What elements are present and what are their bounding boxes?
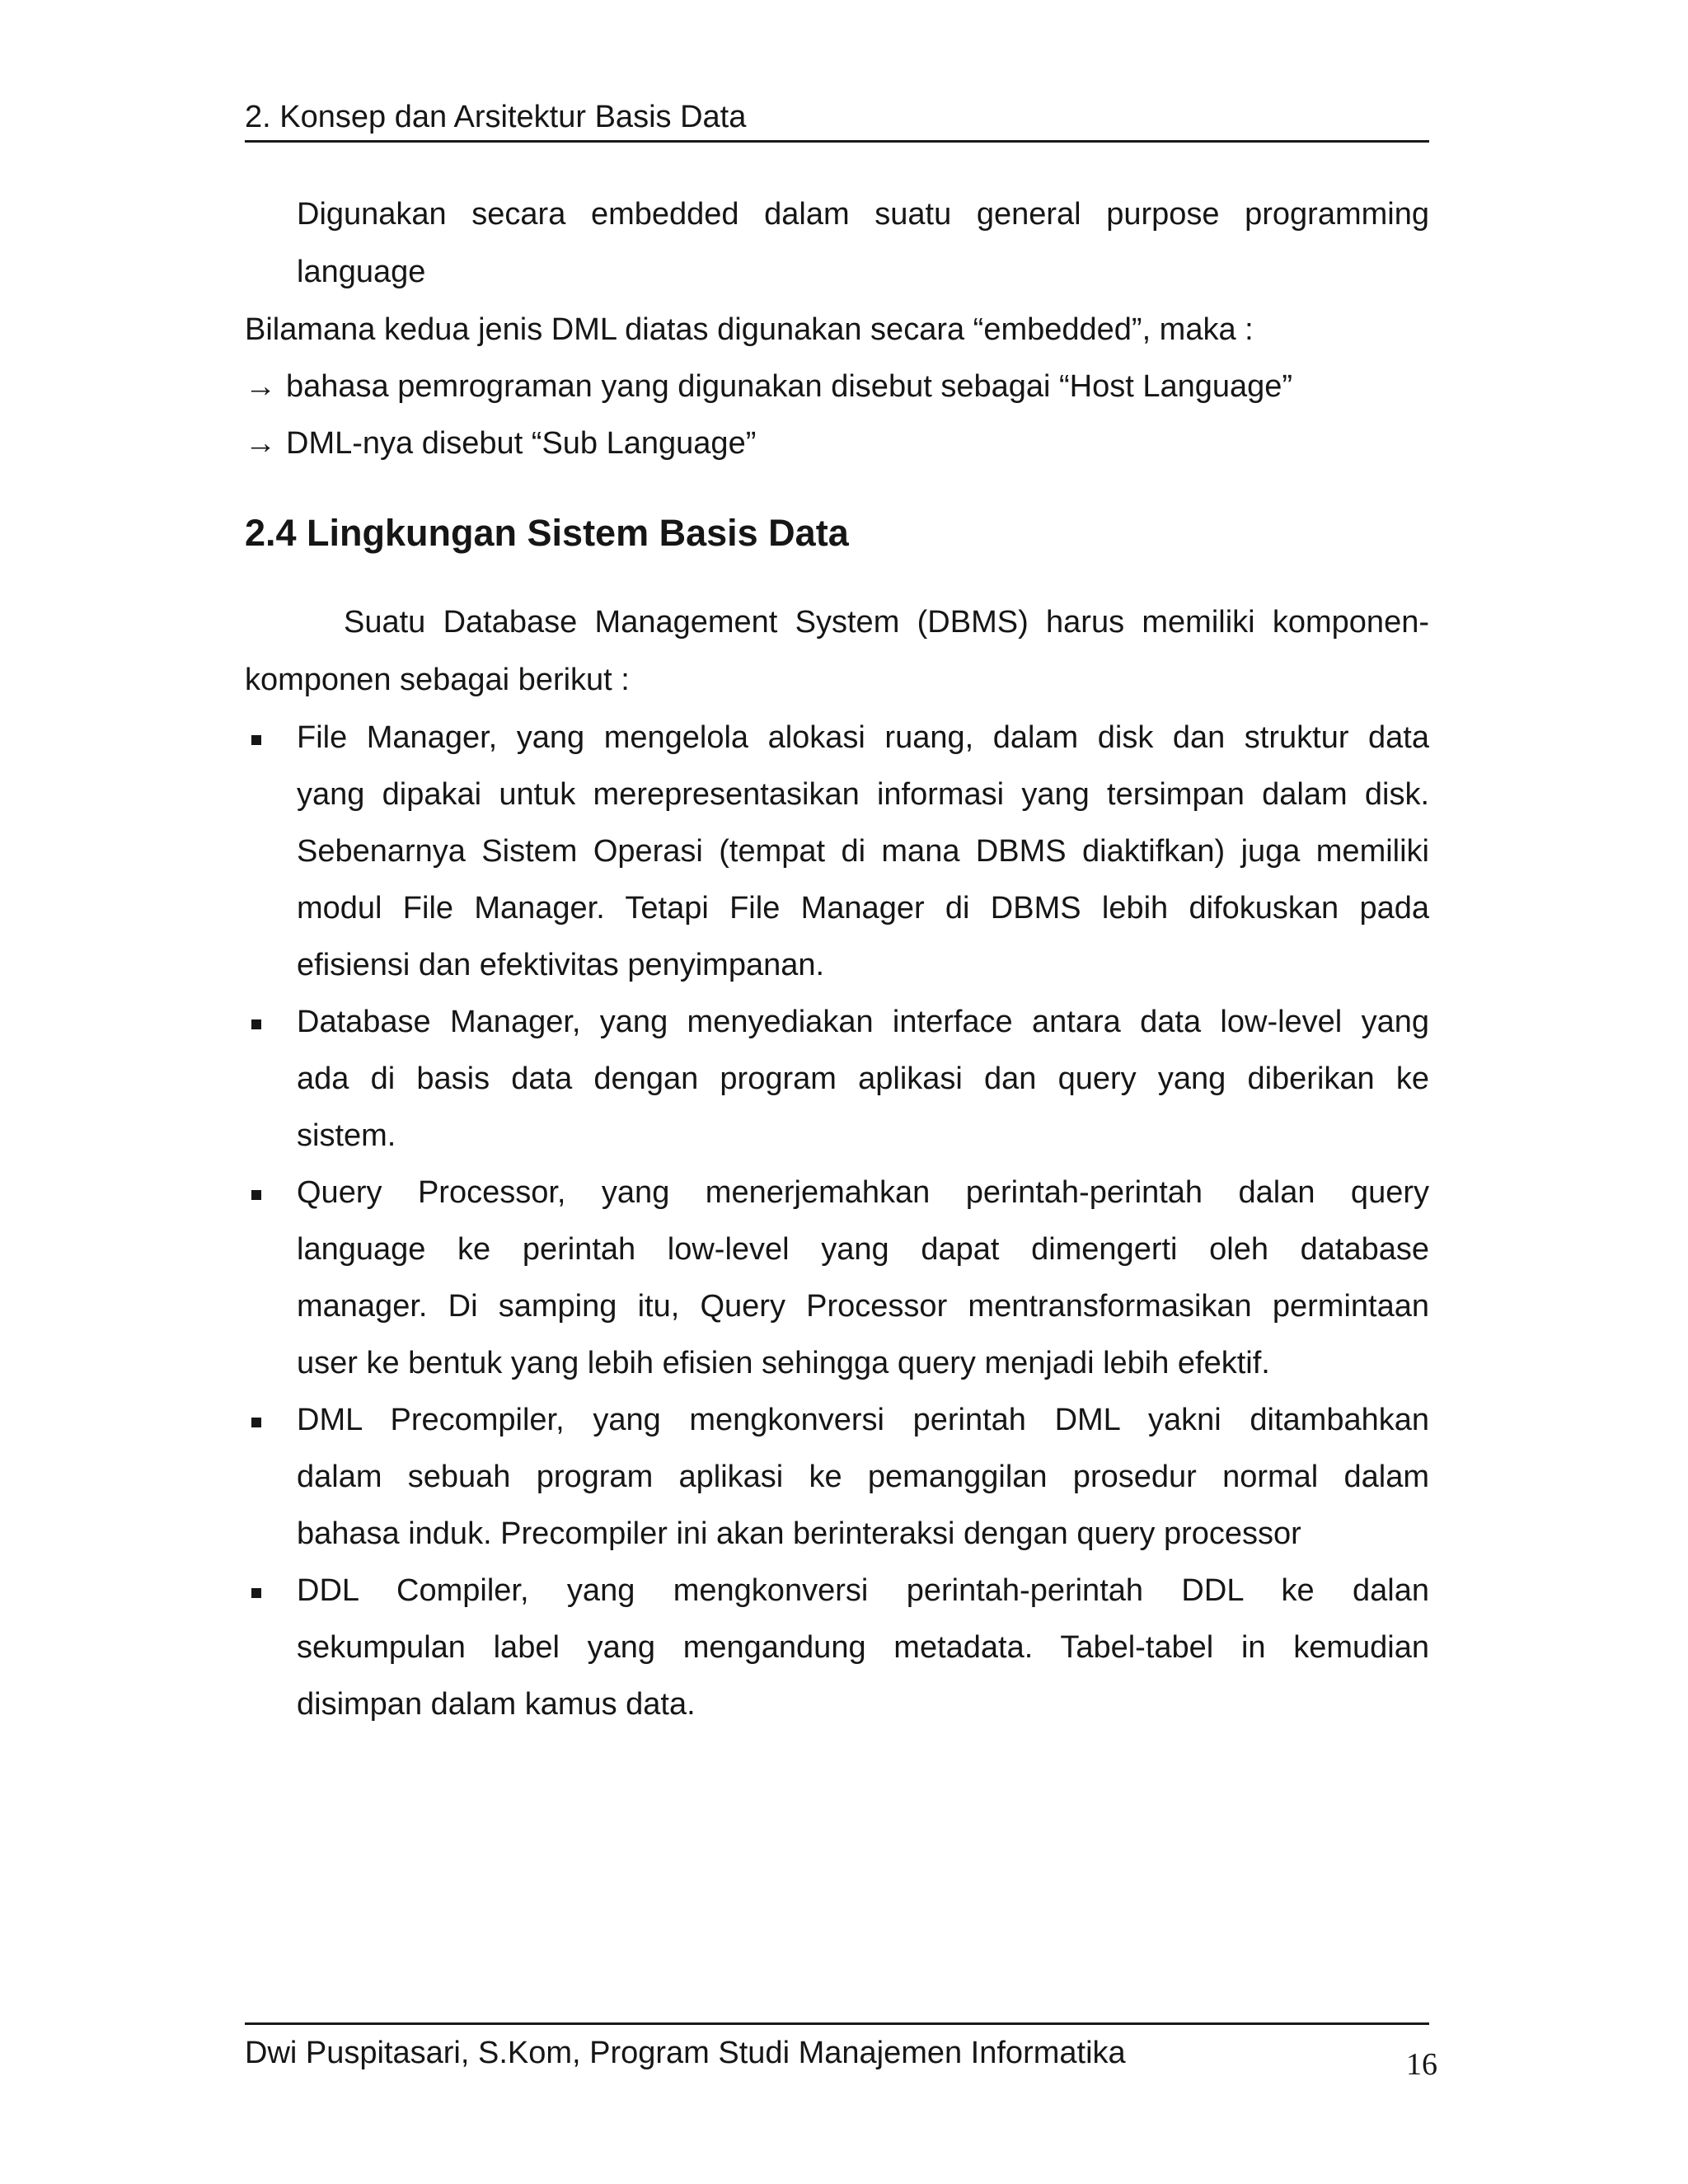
intro-line-2: language xyxy=(297,255,426,289)
list-item-line: sekumpulan label yang mengandung metadata. Tabel-tabel in kemudian xyxy=(297,1630,1429,1665)
bullet-square-icon xyxy=(251,1019,261,1029)
bullet-square-icon xyxy=(251,1190,261,1200)
bullet-square-icon xyxy=(251,1588,261,1598)
running-header xyxy=(245,97,1429,143)
list-item-line: user ke bentuk yang lebih efisien sehingga query menjadi lebih efektif. xyxy=(297,1346,1270,1380)
list-item-line: language ke perintah low-level yang dapat dimengerti oleh database xyxy=(297,1232,1429,1267)
right-arrow-icon: → xyxy=(245,426,276,461)
list-item-line: ada di basis data dengan program aplikasi dan query yang diberikan ke xyxy=(297,1062,1429,1096)
footer-author: Dwi Puspitasari, S.Kom, Program Studi Manajemen Informatika xyxy=(245,2036,1126,2070)
list-item-line: File Manager, yang mengelola alokasi ruang, dalam disk dan struktur data xyxy=(297,720,1429,755)
arrow-item-text: bahasa pemrograman yang digunakan disebut sebagai “Host Language” xyxy=(286,369,1293,404)
arrow-item-text: DML-nya disebut “Sub Language” xyxy=(286,426,757,461)
page-number: 16 xyxy=(1406,2047,1437,2082)
intro-line-1: Digunakan secara embedded dalam suatu general purpose programming xyxy=(297,197,1429,232)
intro-line-3: Bilamana kedua jenis DML diatas digunakan secara “embedded”, maka : xyxy=(245,312,1254,347)
arrow-item-sub-language xyxy=(245,424,756,462)
bullet-square-icon xyxy=(251,1418,261,1427)
section-heading: 2.4 Lingkungan Sistem Basis Data xyxy=(245,512,849,554)
list-item-line: Query Processor, yang menerjemahkan perintah-perintah dalan query xyxy=(297,1175,1429,1210)
paragraph-line-1: Suatu Database Management System (DBMS) harus memiliki komponen- xyxy=(344,605,1429,640)
footer-rule xyxy=(245,2022,1429,2025)
list-item-line: manager. Di samping itu, Query Processor mentransformasikan permintaan xyxy=(297,1289,1429,1324)
list-item-line: dalam sebuah program aplikasi ke pemanggilan prosedur normal dalam xyxy=(297,1460,1429,1494)
list-item-line: disimpan dalam kamus data. xyxy=(297,1687,696,1722)
arrow-item-host-language xyxy=(245,368,1292,405)
paragraph-line-2: komponen sebagai berikut : xyxy=(245,663,630,697)
list-item-line: DDL Compiler, yang mengkonversi perintah-perintah DDL ke dalan xyxy=(297,1573,1429,1608)
list-item-line: Database Manager, yang menyediakan interface antara data low-level yang xyxy=(297,1005,1429,1039)
list-item-line: DML Precompiler, yang mengkonversi perintah DML yakni ditambahkan xyxy=(297,1403,1429,1437)
right-arrow-icon: → xyxy=(245,369,276,404)
list-item-line: sistem. xyxy=(297,1118,396,1153)
list-item-line: Sebenarnya Sistem Operasi (tempat di mana DBMS diaktifkan) juga memiliki xyxy=(297,834,1429,869)
header-title: 2. Konsep dan Arsitektur Basis Data xyxy=(245,100,747,134)
bullet-square-icon xyxy=(251,735,261,745)
list-item-line: efisiensi dan efektivitas penyimpanan. xyxy=(297,948,825,982)
list-item-line: yang dipakai untuk merepresentasikan informasi yang tersimpan dalam disk. xyxy=(297,777,1429,812)
list-item-line: bahasa induk. Precompiler ini akan berinteraksi dengan query processor xyxy=(297,1516,1301,1551)
list-item-line: modul File Manager. Tetapi File Manager di DBMS lebih difokuskan pada xyxy=(297,891,1429,926)
